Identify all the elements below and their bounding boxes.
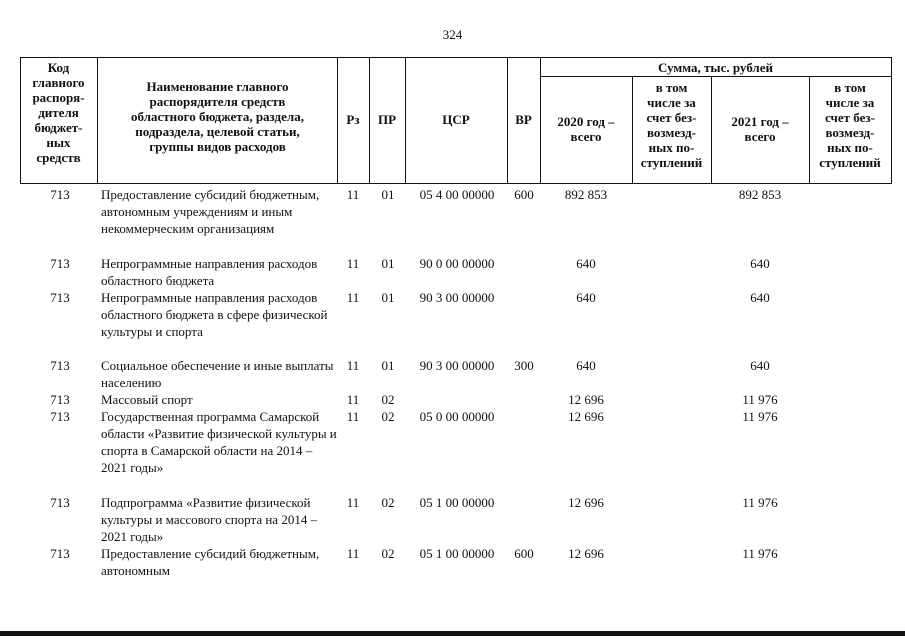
- row-name: Подпрограмма «Развитие физической культуры и массового спорта на 2014 – 2021 годы»: [101, 495, 318, 544]
- row-kod: 713: [50, 495, 70, 510]
- row-sum-2021: 640: [750, 358, 770, 373]
- row-rz: 11: [346, 392, 360, 407]
- row-vr: 600: [514, 187, 534, 202]
- row-csr: 05 4 00 00000: [419, 187, 495, 202]
- row-sum-2020: 12 696: [568, 392, 604, 407]
- row-kod: 713: [50, 290, 70, 305]
- header-kod: Код главного распоря- дителя бюджет- ных средств: [32, 60, 85, 165]
- row-rz: 11: [346, 290, 360, 305]
- row-csr: 90 0 00 00000: [419, 256, 495, 271]
- row-sum-2021: 11 976: [742, 546, 778, 561]
- header-csr: ЦСР: [442, 112, 470, 127]
- sum-divider-line: [540, 76, 892, 77]
- row-name: Социальное обеспечение и иные выплаты населению: [101, 358, 334, 390]
- row-sum-2021: 11 976: [742, 392, 778, 407]
- row-kod: 713: [50, 546, 70, 561]
- row-pr: 02: [381, 392, 395, 407]
- row-sum-2020: 892 853: [564, 187, 608, 202]
- row-pr: 02: [381, 409, 395, 424]
- row-rz: 11: [346, 256, 360, 271]
- page-number: 324: [442, 27, 463, 42]
- row-sum-2021: 11 976: [742, 495, 778, 510]
- row-sum-2021: 11 976: [742, 409, 778, 424]
- row-kod: 713: [50, 409, 70, 424]
- row-kod: 713: [50, 358, 70, 373]
- row-name: Массовый спорт: [101, 392, 193, 407]
- row-pr: 01: [381, 290, 395, 305]
- row-rz: 11: [346, 495, 360, 510]
- header-name: Наименование главного распорядителя средств областного бюджета, раздела, подраздела, целевой статьи, группы видов расходов: [131, 79, 304, 154]
- row-csr: 05 1 00 00000: [419, 495, 495, 510]
- row-kod: 713: [50, 392, 70, 407]
- bottom-scan-border: [0, 631, 905, 636]
- row-csr: 90 3 00 00000: [419, 358, 495, 373]
- row-rz: 11: [346, 409, 360, 424]
- row-rz: 11: [346, 358, 360, 373]
- row-csr: 90 3 00 00000: [419, 290, 495, 305]
- header-rz: Рз: [346, 112, 360, 127]
- row-sum-2020: 12 696: [568, 546, 604, 561]
- row-sum-2020: 640: [576, 358, 596, 373]
- header-2021-total: 2021 год – всего: [731, 114, 789, 144]
- header-sum: Сумма, тыс. рублей: [658, 60, 773, 75]
- row-sum-2020: 640: [576, 290, 596, 305]
- row-vr: 600: [514, 546, 534, 561]
- row-sum-2021: 640: [750, 256, 770, 271]
- row-pr: 01: [381, 187, 395, 202]
- row-name: Предоставление субсидий бюджетным, автономным учреждениям и иным некоммерческим организациям: [101, 187, 320, 236]
- row-name: Непрограммные направления расходов областного бюджета в сфере физической культуры и спорта: [101, 290, 328, 339]
- row-name: Непрограммные направления расходов областного бюджета: [101, 256, 318, 288]
- row-name: Государственная программа Самарской области «Развитие физической культуры и спорта в Самарской области на 2014 – 2021 годы»: [101, 409, 337, 475]
- row-pr: 02: [381, 495, 395, 510]
- row-sum-2020: 640: [576, 256, 596, 271]
- header-2020-total: 2020 год – всего: [557, 114, 615, 144]
- row-sum-2020: 12 696: [568, 495, 604, 510]
- row-sum-2021: 640: [750, 290, 770, 305]
- header-2021-grants: в том числе за счет без- возмезд- ных по- ступлений: [819, 80, 881, 170]
- row-rz: 11: [346, 546, 360, 561]
- row-rz: 11: [346, 187, 360, 202]
- header-bottom-border: [20, 183, 892, 184]
- row-kod: 713: [50, 187, 70, 202]
- row-sum-2021: 892 853: [738, 187, 782, 202]
- row-pr: 01: [381, 358, 395, 373]
- row-kod: 713: [50, 256, 70, 271]
- row-pr: 01: [381, 256, 395, 271]
- header-pr: ПР: [377, 112, 397, 127]
- table-top-border: [20, 57, 892, 58]
- row-vr: 300: [514, 358, 534, 373]
- row-sum-2020: 12 696: [568, 409, 604, 424]
- header-2020-grants: в том числе за счет без- возмезд- ных по- ступлений: [640, 80, 703, 170]
- header-vr: ВР: [515, 112, 532, 127]
- row-pr: 02: [381, 546, 395, 561]
- row-csr: 05 0 00 00000: [419, 409, 495, 424]
- row-csr: 05 1 00 00000: [419, 546, 495, 561]
- row-name: Предоставление субсидий бюджетным, автономным: [101, 546, 320, 578]
- table-right-border: [891, 57, 892, 184]
